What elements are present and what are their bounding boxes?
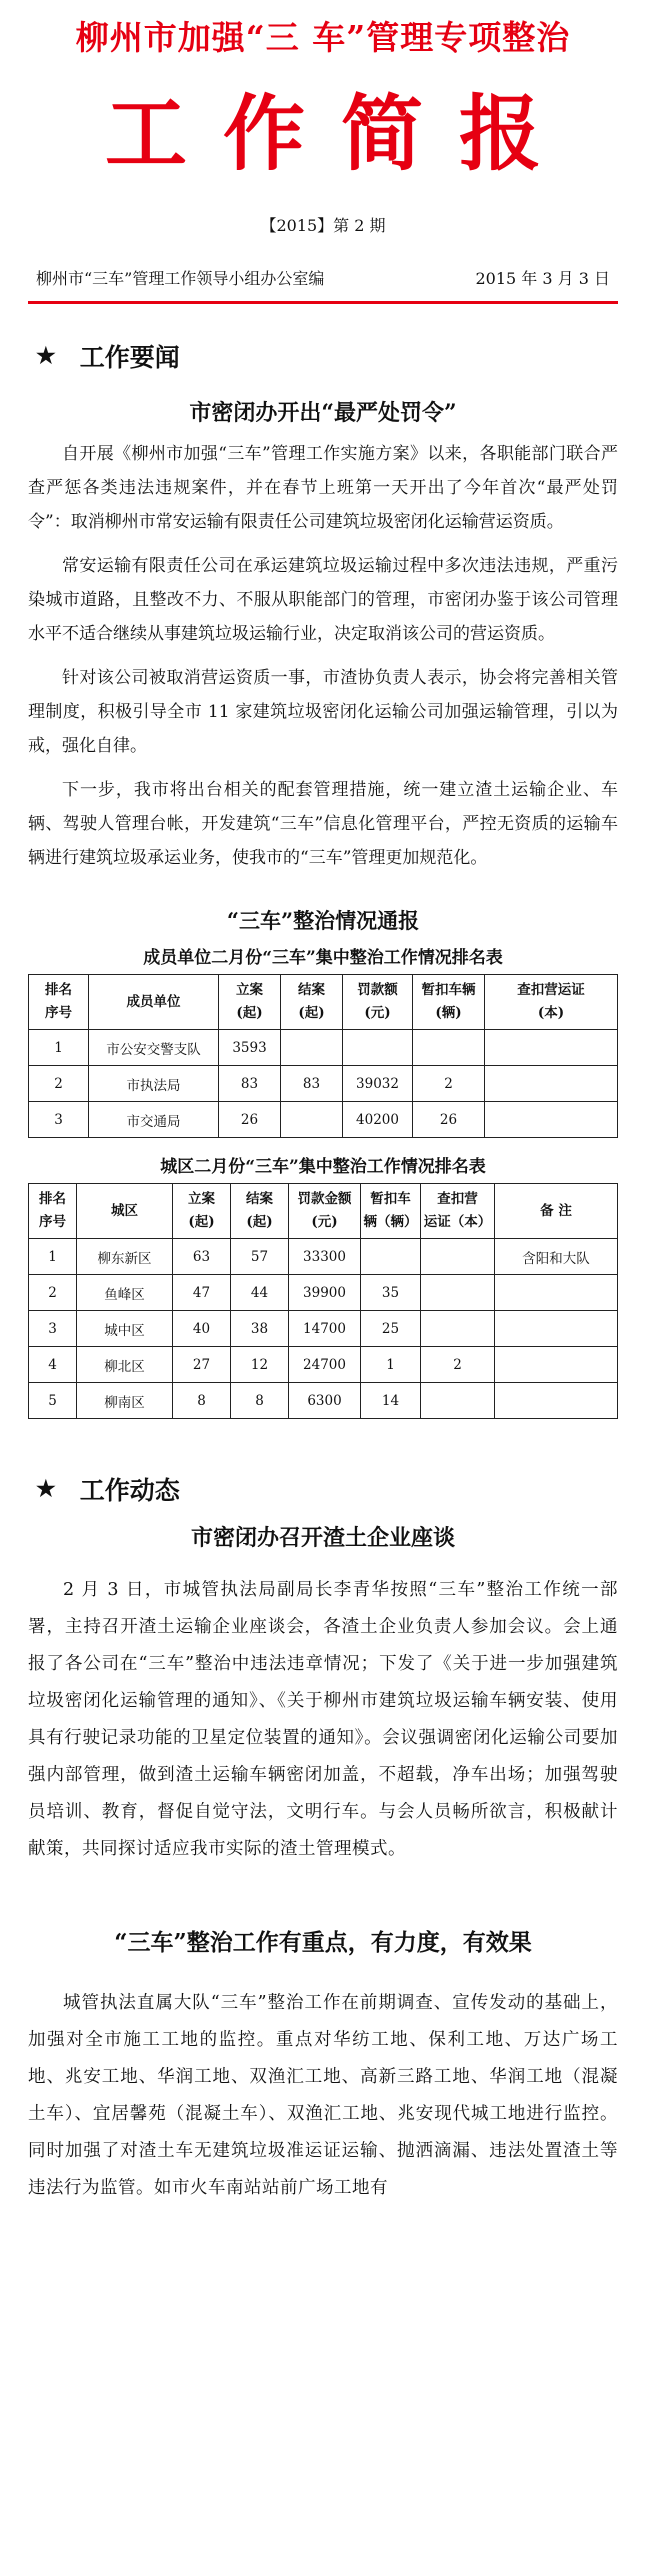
section-heading-label: 工作动态 [79,1476,180,1505]
col-header-remarks: 备 注 [495,1184,618,1239]
table-cell: 市执法局 [89,1066,219,1102]
table-cell: 2 [29,1275,77,1311]
table-cell: 39032 [343,1066,413,1102]
col-header-fine: 罚款金额 (元) [289,1184,361,1239]
col-header-permits: 查扣营 运证（本） [421,1184,495,1239]
table-cell [361,1239,421,1275]
section-heading-updates [28,1471,618,1507]
table-cell [421,1383,495,1419]
masthead-title: 柳州市加强“三 车”管理专项整治 [75,18,571,57]
table-cell: 3 [29,1102,89,1138]
table-cell [413,1030,485,1066]
table-cell: 25 [361,1311,421,1347]
table-cell: 14 [361,1383,421,1419]
table-cell: 鱼峰区 [77,1275,173,1311]
table-cell: 1 [361,1347,421,1383]
table-cell [421,1275,495,1311]
table-cell: 27 [173,1347,231,1383]
table-row [29,1383,618,1419]
table-cell: 城中区 [77,1311,173,1347]
table-cell: 47 [173,1275,231,1311]
table-cell: 3 [29,1311,77,1347]
table-cell: 市交通局 [89,1102,219,1138]
table-cell: 6300 [289,1383,361,1419]
star-icon: ★ [36,1476,56,1502]
table-cell: 2 [421,1347,495,1383]
publish-date: 2015 年 3 月 3 日 [475,269,610,288]
table-row [29,1030,618,1066]
table-cell: 83 [219,1066,281,1102]
report-title: “三车”整治情况通报 [226,908,420,933]
table-cell [281,1030,343,1066]
member-unit-ranking-table [28,974,618,1138]
table-row [29,1347,618,1383]
table-cell: 1 [29,1239,77,1275]
table-cell: 24700 [289,1347,361,1383]
article-paragraph: 针对该公司被取消营运资质一事，市渣协负责人表示，协会将完善相关管理制度，积极引导全市 11 家建筑垃圾密闭化运输公司加强运输管理，引以为戒，强化自律。 [28,668,618,756]
table-cell [485,1066,618,1102]
table-cell: 3593 [219,1030,281,1066]
table-cell: 39900 [289,1275,361,1311]
table-header-row [29,975,618,1030]
col-header-rank: 排名 序号 [29,1184,77,1239]
col-header-cases: 立案 (起) [173,1184,231,1239]
table-cell: 含阳和大队 [495,1239,618,1275]
article-paragraph: 下一步，我市将出台相关的配套管理措施，统一建立渣土运输企业、车辆、驾驶人管理台帐，开发建筑“三车”信息化管理平台，严控无资质的运输车辆进行建筑垃圾承运业务，使我市的“三车”管理更加规范化。 [28,780,618,868]
table-cell [421,1239,495,1275]
col-header-closed: 结案 (起) [231,1184,289,1239]
table-cell: 5 [29,1383,77,1419]
table-cell: 2 [29,1066,89,1102]
table-row [29,1311,618,1347]
table-cell: 柳北区 [77,1347,173,1383]
article-title: “三车”整治工作有重点，有力度，有效果 [114,1929,532,1956]
table-cell: 38 [231,1311,289,1347]
col-header-district: 城区 [77,1184,173,1239]
article-paragraph: 城管执法直属大队“三车”整治工作在前期调查、宣传发动的基础上，加强对全市施工工地的监控。重点对华纺工地、保利工地、万达广场工地、兆安工地、华润工地、双渔汇工地、高新三路工地、华润工地（混凝土车）、宜居馨苑（混凝土车）、双渔汇工地、兆安现代城工地进行监控。同时加强了对渣土车无建筑垃圾准运证运输、抛洒滴漏、违法处置渣土等违法行为监管。如市火车南站站前广场工地有 [28,1993,618,2198]
col-header-closed: 结案 (起) [281,975,343,1030]
article-paragraph: 自开展《柳州市加强“三车”管理工作实施方案》以来，各职能部门联合严查严惩各类违法违规案件，并在春节上班第一天开出了今年首次“最严处罚令”：取消柳州市常安运输有限责任公司建筑垃圾密闭化运输营运资质。 [28,444,618,532]
table-cell: 1 [29,1030,89,1066]
table-cell: 2 [413,1066,485,1102]
table-cell [343,1030,413,1066]
table-cell [495,1275,618,1311]
table-cell [485,1102,618,1138]
col-header-impounded: 暂扣车辆 (辆) [413,975,485,1030]
star-icon: ★ [36,343,56,369]
col-header-fine: 罚款额 (元) [343,975,413,1030]
col-header-unit: 成员单位 [89,975,219,1030]
table-cell: 26 [219,1102,281,1138]
table-cell [495,1347,618,1383]
article-paragraph: 常安运输有限责任公司在承运建筑垃圾运输过程中多次违法违规，严重污染城市道路，且整改不力、不服从职能部门的管理，市密闭办鉴于该公司管理水平不适合继续从事建筑垃圾运输行业，决定取消该公司的营运资质。 [28,556,618,644]
table-cell: 8 [173,1383,231,1419]
table-cell: 柳东新区 [77,1239,173,1275]
table-cell [485,1030,618,1066]
masthead-big-title: 工作简报 [104,86,577,182]
table-row [29,1066,618,1102]
table-cell: 83 [281,1066,343,1102]
table-cell: 33300 [289,1239,361,1275]
article-title: 市密闭办开出“最严处罚令” [189,400,457,426]
col-header-cases: 立案 (起) [219,975,281,1030]
table-cell: 14700 [289,1311,361,1347]
table-cell: 8 [231,1383,289,1419]
table-cell: 12 [231,1347,289,1383]
table-row [29,1239,618,1275]
editor-row [28,266,618,289]
article-title: 市密闭办召开渣土企业座谈 [190,1525,455,1551]
table-cell: 40200 [343,1102,413,1138]
table-header-row [29,1184,618,1239]
table-row [29,1275,618,1311]
table2-title: 城区二月份“三车”集中整治工作情况排名表 [160,1157,486,1177]
table-row [29,1102,618,1138]
col-header-permits: 查扣营运证 (本) [485,975,618,1030]
table-cell [495,1383,618,1419]
table1-title: 成员单位二月份“三车”集中整治工作情况排名表 [143,948,503,968]
table-cell: 35 [361,1275,421,1311]
table-cell: 4 [29,1347,77,1383]
issue-number: 【2015】第 2 期 [260,216,386,235]
article-paragraph: 2 月 3 日，市城管执法局副局长李青华按照“三车”整治工作统一部署，主持召开渣土运输企业座谈会，各渣土企业负责人参加会议。会上通报了各公司在“三车”整治中违法违章情况；下发了《关于进一步加强建筑垃圾密闭化运输管理的通知》、《关于柳州市建筑垃圾运输车辆安装、使用具有行驶记录功能的卫星定位装置的通知》。会议强调密闭化运输公司要加强内部管理，做到渣土运输车辆密闭加盖，不超载，净车出场；加强驾驶员培训、教育，督促自觉守法，文明行车。与会人员畅所欲言，积极献计献策，共同探讨适应我市实际的渣土管理模式。 [28,1580,618,1859]
table-cell: 柳南区 [77,1383,173,1419]
col-header-rank: 排名 序号 [29,975,89,1030]
table-cell [495,1311,618,1347]
col-header-impounded: 暂扣车 辆（辆） [361,1184,421,1239]
district-ranking-table [28,1183,618,1419]
table-cell: 63 [173,1239,231,1275]
section-heading-news [28,338,618,374]
table-cell: 市公安交警支队 [89,1030,219,1066]
table-cell: 40 [173,1311,231,1347]
table-cell [421,1311,495,1347]
editor-name: 柳州市“三车”管理工作领导小组办公室编 [36,269,325,288]
table-cell: 57 [231,1239,289,1275]
table-cell: 44 [231,1275,289,1311]
section-heading-label: 工作要闻 [79,343,180,372]
table-cell [281,1102,343,1138]
table-cell: 26 [413,1102,485,1138]
red-divider [28,301,618,304]
